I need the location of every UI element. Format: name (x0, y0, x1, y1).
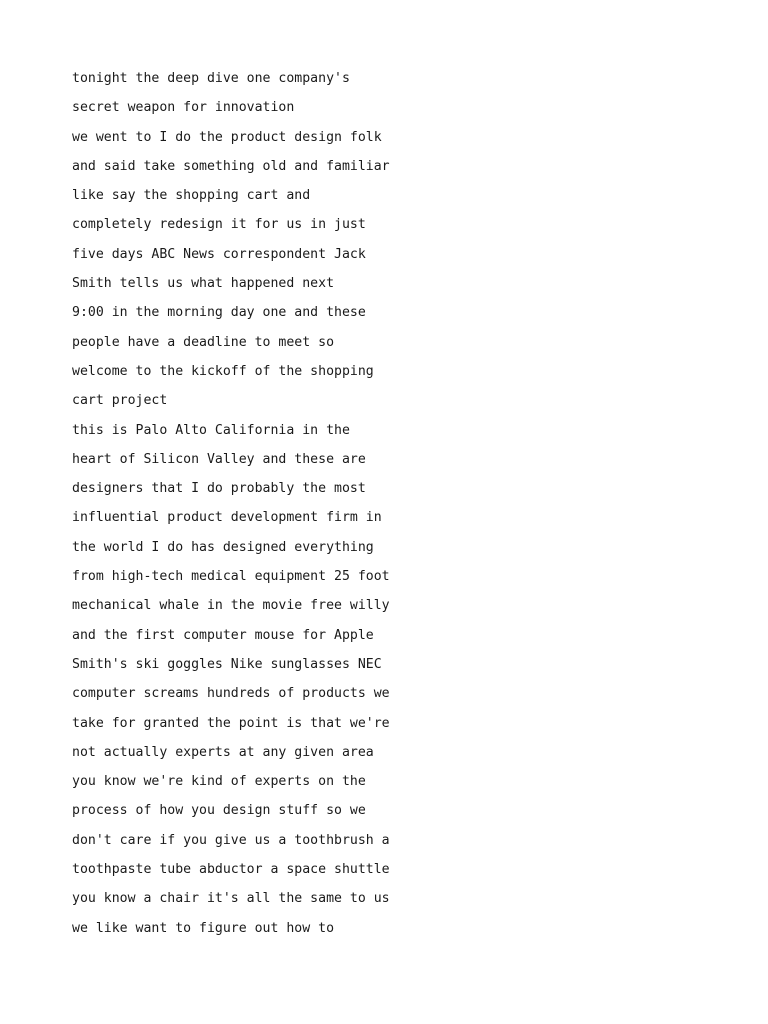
transcript-line: toothpaste tube abductor a space shuttle (72, 862, 390, 878)
transcript-line: you know we're kind of experts on the (72, 774, 366, 790)
transcript-line: from high-tech medical equipment 25 foot (72, 569, 390, 585)
transcript-line: not actually experts at any given area (72, 744, 374, 760)
transcript-line: the world I do has designed everything (72, 539, 374, 555)
transcript-line: like say the shopping cart and (72, 188, 311, 204)
transcript-line: and the first computer mouse for Apple (72, 627, 374, 643)
transcript-line: tonight the deep dive one company's (72, 71, 350, 86)
transcript-line: Smith's ski goggles Nike sunglasses NEC (72, 656, 382, 672)
transcript-line: you know a chair it's all the same to us (72, 891, 390, 907)
transcript-line: we went to I do the product design folk (72, 129, 382, 145)
transcript-line: secret weapon for innovation (72, 100, 295, 116)
transcript-line: process of how you design stuff so we (72, 803, 366, 819)
transcript-line: don't care if you give us a toothbrush a (72, 832, 390, 848)
transcript-line: five days ABC News correspondent Jack (72, 246, 366, 262)
transcript-text (72, 64, 712, 943)
transcript-line: influential product development firm in (72, 510, 382, 526)
transcript-line: heart of Silicon Valley and these are (72, 451, 366, 467)
transcript-line: take for granted the point is that we're (72, 715, 390, 731)
transcript-line: computer screams hundreds of products we (72, 686, 390, 702)
transcript-line: completely redesign it for us in just (72, 217, 366, 233)
transcript-line: designers that I do probably the most (72, 481, 366, 497)
transcript-line: 9:00 in the morning day one and these (72, 305, 366, 321)
transcript-line: people have a deadline to meet so (72, 334, 335, 350)
transcript-line: cart project (72, 393, 168, 409)
transcript-line: this is Palo Alto California in the (72, 422, 350, 438)
transcript-line: welcome to the kickoff of the shopping (72, 363, 374, 379)
transcript-line: Smith tells us what happened next (72, 276, 335, 292)
transcript-line: and said take something old and familiar (72, 158, 390, 174)
transcript-line: we like want to figure out how to (72, 920, 335, 936)
transcript-line: mechanical whale in the movie free willy (72, 598, 390, 614)
